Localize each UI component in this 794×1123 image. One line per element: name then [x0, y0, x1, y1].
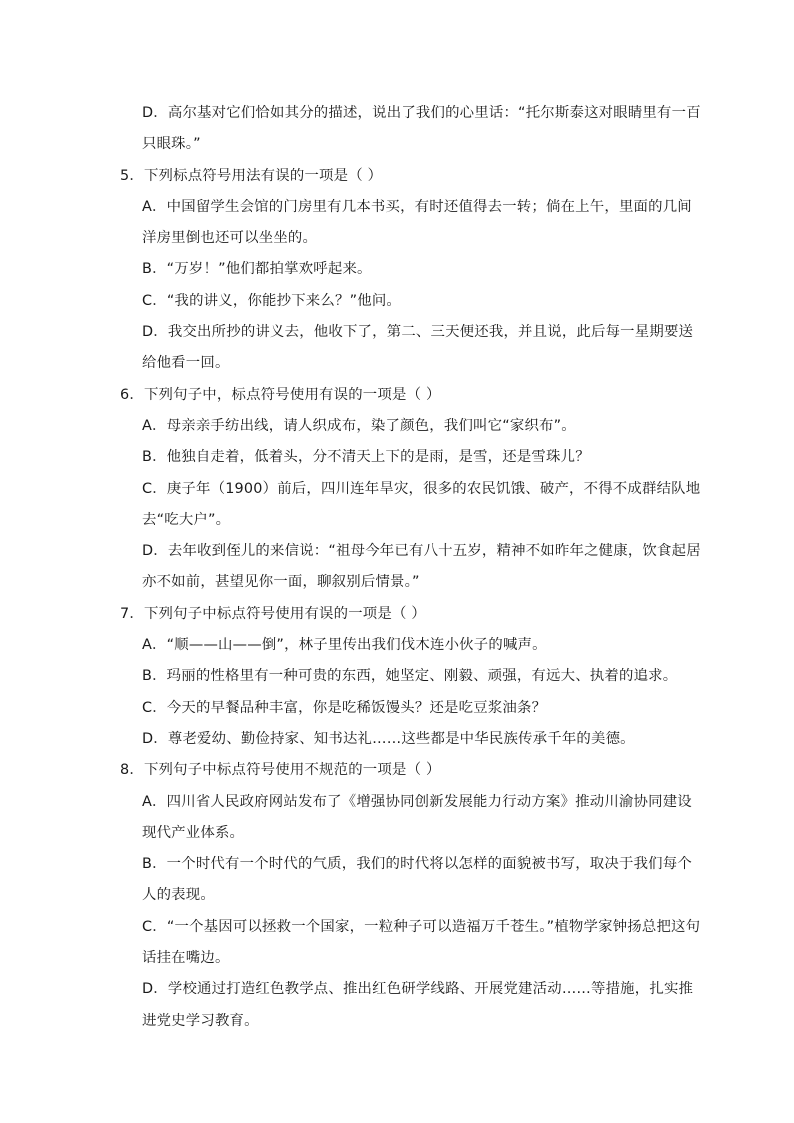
- option-line: B．“万岁！”他们都拍掌欢呼起来。: [142, 261, 372, 278]
- question-6-stem: 6．下列句子中，标点符号使用有误的一项是（ ）: [120, 386, 441, 403]
- option-line: D．去年收到侄儿的来信说：“祖母今年已有八十五岁，精神不如昨年之健康，饮食起居: [142, 543, 701, 560]
- option-line: 现代产业体系。: [142, 824, 245, 841]
- option-line: D．我交出所抄的讲义去，他收下了，第二、三天便还我，并且说，此后每一星期要送: [142, 324, 694, 341]
- option-line: A．四川省人民政府网站发布了《增强协同创新发展能力行动方案》推动川渝协同建设: [142, 793, 692, 810]
- option-line: 话挂在嘴边。: [142, 950, 230, 967]
- option-line: A．中国留学生会馆的门房里有几本书买，有时还值得去一转；倘在上午，里面的几间: [142, 198, 692, 215]
- option-line: C．“我的讲义，你能抄下来么？”他问。: [142, 292, 402, 309]
- option-line: A．“顺——山——倒”，林子里传出我们伐木连小伙子的喊声。: [142, 637, 547, 654]
- option-line: 给他看一回。: [142, 355, 230, 372]
- option-line: B．他独自走着，低着头，分不清天上下的是雨，是雪，还是雪珠儿？: [142, 449, 590, 466]
- question-8-stem: 8．下列句子中标点符号使用不规范的一项是（ ）: [120, 762, 441, 779]
- option-line: B．玛丽的性格里有一种可贵的东西，她坚定、刚毅、顽强，有远大、执着的追求。: [142, 668, 678, 685]
- option-line: 只眼珠。”: [142, 136, 201, 153]
- option-line: 洋房里倒也还可以坐坐的。: [142, 230, 318, 247]
- option-line: D．尊老爱幼、勤俭持家、知书达礼……这些都是中华民族传承千年的美德。: [142, 730, 635, 747]
- option-line: A．母亲亲手纺出线，请人织成布，染了颜色，我们叫它“家织布”。: [142, 417, 576, 434]
- option-line: 进党史学习教育。: [142, 1012, 259, 1029]
- option-line: 亦不如前，甚望见你一面，聊叙别后情景。”: [142, 574, 420, 591]
- option-line: B．一个时代有一个时代的气质，我们的时代将以怎样的面貌被书写，取决于我们每个: [142, 856, 692, 873]
- option-line: 去“吃大户”。: [142, 511, 231, 528]
- option-line: C．庚子年（1900）前后，四川连年旱灾，很多的农民饥饿、破产，不得不成群结队地: [142, 480, 701, 497]
- question-7-stem: 7．下列句子中标点符号使用有误的一项是（ ）: [120, 605, 426, 622]
- option-line: C．今天的早餐品种丰富，你是吃稀饭馒头？还是吃豆浆油条？: [142, 699, 547, 716]
- option-line: D．学校通过打造红色教学点、推出红色研学线路、开展党建活动……等措施，扎实推: [142, 981, 694, 998]
- option-line: 人的表现。: [142, 887, 215, 904]
- option-line: C．“一个基因可以拯救一个国家，一粒种子可以造福万千苍生。”植物学家钟扬总把这句: [142, 918, 701, 935]
- question-5-stem: 5．下列标点符号用法有误的一项是（ ）: [120, 167, 383, 184]
- exam-content: [120, 98, 701, 1037]
- option-line: D．高尔基对它们恰如其分的描述，说出了我们的心里话：“托尔斯泰这对眼睛里有一百: [142, 105, 701, 121]
